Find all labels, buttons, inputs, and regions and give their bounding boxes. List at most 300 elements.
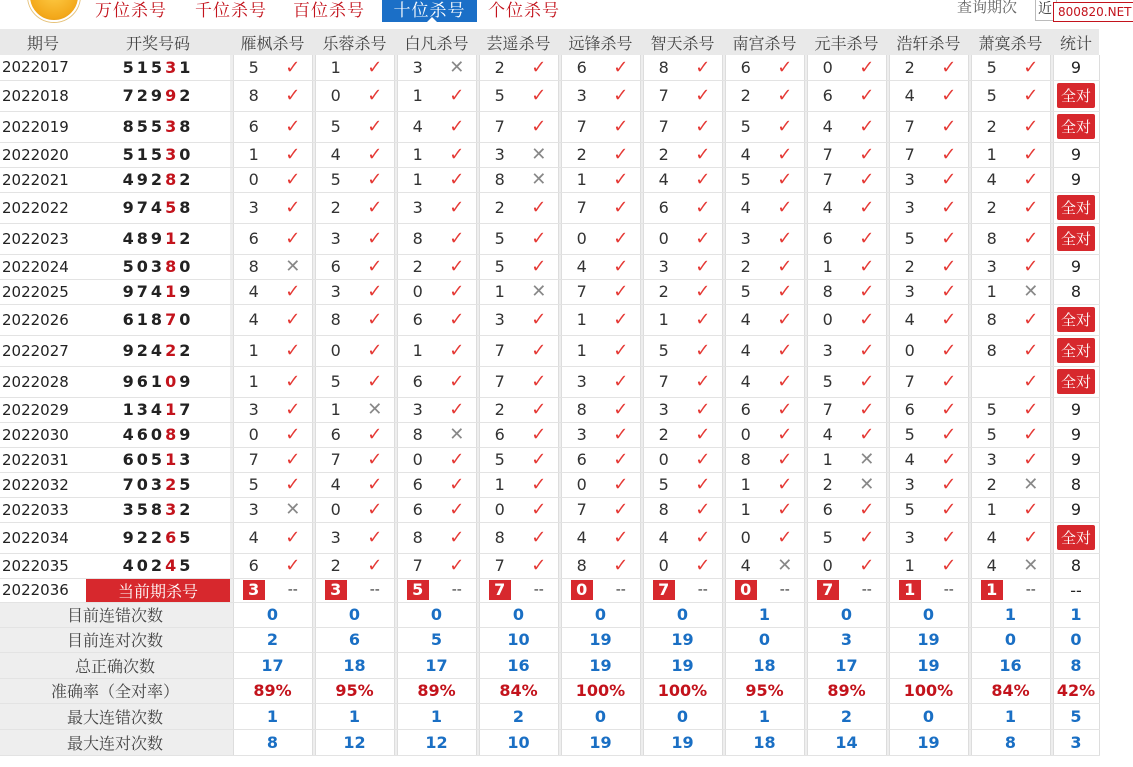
summary-value: 17 — [807, 652, 886, 678]
header-expert-6[interactable]: 智天杀号 — [643, 29, 722, 55]
table-row — [0, 192, 1099, 223]
checkmark-icon: ✓ — [356, 142, 394, 167]
summary-value: 0 — [315, 602, 394, 627]
checkmark-icon: ✓ — [848, 422, 886, 447]
kill-number: 0 — [725, 422, 766, 447]
checkmark-icon: ✓ — [766, 111, 804, 142]
checkmark-icon: ✓ — [1012, 192, 1050, 223]
kill-number: 3 — [889, 472, 930, 497]
stat-cell — [1053, 335, 1099, 366]
kill-number: 5 — [233, 472, 274, 497]
kill-number: 5 — [725, 167, 766, 192]
summary-row — [0, 627, 1099, 652]
summary-value: 12 — [315, 729, 394, 755]
checkmark-icon: ✓ — [274, 366, 312, 397]
kill-number: 2 — [479, 192, 520, 223]
current-kill-number — [643, 578, 684, 602]
summary-stat: 42% — [1053, 678, 1099, 703]
checkmark-icon: ✓ — [1012, 366, 1050, 397]
checkmark-icon: ✓ — [930, 472, 968, 497]
stat-cell — [1053, 522, 1099, 553]
summary-label: 最大连错次数 — [0, 703, 230, 729]
draw-digit: 7 — [165, 310, 180, 329]
kill-number: 0 — [397, 447, 438, 472]
all-correct-badge: 全对 — [1057, 369, 1095, 394]
checkmark-icon: ✓ — [684, 397, 722, 422]
kill-number: 0 — [233, 422, 274, 447]
summary-label: 目前连错次数 — [0, 602, 230, 627]
stat-cell — [1053, 111, 1099, 142]
kill-number: 4 — [233, 279, 274, 304]
summary-value: 19 — [643, 729, 722, 755]
draw-digit: 2 — [136, 528, 151, 547]
kill-number-table — [0, 29, 1100, 756]
current-kill-number — [233, 578, 274, 602]
current-kill-badge: 3 — [243, 580, 265, 600]
draw-digit: 9 — [122, 528, 137, 547]
kill-number: 8 — [561, 397, 602, 422]
kill-number: 2 — [971, 472, 1012, 497]
draw-digit: 5 — [179, 556, 194, 575]
period-cell: 2022025 — [0, 279, 86, 304]
draw-digit: 6 — [122, 310, 137, 329]
kill-number: 6 — [725, 55, 766, 80]
checkmark-icon: ✓ — [356, 472, 394, 497]
tab-5[interactable]: 个位杀号 — [488, 1, 560, 21]
draw-digit: 5 — [150, 450, 166, 469]
kill-number: 1 — [643, 304, 684, 335]
draw-number-cell — [86, 304, 230, 335]
draw-digit: 1 — [165, 282, 180, 301]
query-period-select[interactable]: 近 — [1035, 0, 1057, 21]
checkmark-icon: ✓ — [1012, 55, 1050, 80]
kill-number: 8 — [315, 304, 356, 335]
table-row — [0, 142, 1099, 167]
draw-number-cell — [86, 422, 230, 447]
all-correct-badge: 全对 — [1057, 338, 1095, 363]
checkmark-icon: ✓ — [766, 366, 804, 397]
checkmark-icon: ✓ — [684, 279, 722, 304]
kill-number: 8 — [397, 422, 438, 447]
draw-digit: 9 — [179, 372, 194, 391]
stat-cell — [1053, 366, 1099, 397]
header-expert-8[interactable]: 元丰杀号 — [807, 29, 886, 55]
summary-value: 19 — [889, 627, 968, 652]
summary-value: 100% — [643, 678, 722, 703]
kill-number: 8 — [643, 497, 684, 522]
kill-number: 8 — [971, 304, 1012, 335]
kill-number: 0 — [889, 335, 930, 366]
checkmark-icon: ✓ — [684, 192, 722, 223]
summary-stat: 5 — [1053, 703, 1099, 729]
kill-number: 4 — [725, 304, 766, 335]
checkmark-icon: ✓ — [438, 366, 476, 397]
checkmark-icon: ✓ — [520, 80, 558, 111]
kill-number: 6 — [233, 553, 274, 578]
draw-digit: 6 — [136, 372, 151, 391]
period-cell: 2022026 — [0, 304, 86, 335]
summary-label: 准确率（全对率） — [0, 678, 230, 703]
checkmark-icon: ✓ — [274, 522, 312, 553]
table-row — [0, 254, 1099, 279]
checkmark-icon: ✓ — [1012, 167, 1050, 192]
kill-number: 4 — [561, 522, 602, 553]
checkmark-icon: ✓ — [438, 167, 476, 192]
kill-number: 7 — [561, 192, 602, 223]
table-row — [0, 279, 1099, 304]
stat-cell: 8 — [1053, 279, 1099, 304]
draw-number-cell — [86, 111, 230, 142]
kill-number: 6 — [397, 366, 438, 397]
checkmark-icon: ✓ — [766, 167, 804, 192]
checkmark-icon: ✓ — [356, 192, 394, 223]
summary-stat: 8 — [1053, 652, 1099, 678]
kill-number: 7 — [233, 447, 274, 472]
draw-digit: 0 — [136, 257, 151, 276]
table-row — [0, 553, 1099, 578]
draw-digit: 3 — [165, 57, 180, 77]
draw-digit: 2 — [150, 528, 166, 547]
checkmark-icon: ✓ — [848, 335, 886, 366]
stat-cell: 8 — [1053, 472, 1099, 497]
draw-digit: 9 — [179, 282, 194, 301]
draw-digit: 1 — [122, 400, 137, 419]
kill-number: 4 — [643, 522, 684, 553]
summary-value: 19 — [889, 729, 968, 755]
summary-row — [0, 678, 1099, 703]
checkmark-icon: ✓ — [766, 80, 804, 111]
draw-digit: 2 — [150, 170, 166, 189]
kill-number: 6 — [889, 397, 930, 422]
checkmark-icon: ✓ — [1012, 397, 1050, 422]
checkmark-icon: ✓ — [848, 254, 886, 279]
summary-value: 1 — [725, 602, 804, 627]
kill-number: 3 — [889, 167, 930, 192]
checkmark-icon: ✓ — [274, 55, 312, 80]
checkmark-icon: ✓ — [438, 142, 476, 167]
current-pending-mark: -- — [520, 578, 558, 602]
kill-number: 3 — [479, 304, 520, 335]
kill-number: 6 — [479, 422, 520, 447]
all-correct-badge: 全对 — [1057, 307, 1095, 332]
draw-number-cell — [86, 553, 230, 578]
summary-value: 18 — [725, 729, 804, 755]
period-cell: 2022021 — [0, 167, 86, 192]
query-label: 查询期次 — [957, 0, 1018, 16]
kill-number: 4 — [807, 192, 848, 223]
checkmark-icon: ✓ — [520, 522, 558, 553]
kill-number: 5 — [889, 223, 930, 254]
kill-number: 4 — [725, 366, 766, 397]
checkmark-icon: ✓ — [848, 497, 886, 522]
draw-digit: 4 — [150, 400, 166, 419]
period-cell: 2022027 — [0, 335, 86, 366]
period-cell: 2022019 — [0, 111, 86, 142]
checkmark-icon: ✓ — [438, 304, 476, 335]
tab-3[interactable]: 百位杀号 — [293, 1, 365, 21]
checkmark-icon: ✓ — [766, 142, 804, 167]
summary-value: 0 — [397, 602, 476, 627]
checkmark-icon: ✓ — [602, 279, 640, 304]
all-correct-badge: 全对 — [1057, 226, 1095, 251]
summary-value: 89% — [807, 678, 886, 703]
current-pending-mark: -- — [438, 578, 476, 602]
checkmark-icon: ✓ — [684, 223, 722, 254]
kill-number: 1 — [479, 472, 520, 497]
checkmark-icon: ✓ — [438, 397, 476, 422]
period-cell: 2022028 — [0, 366, 86, 397]
kill-number: 2 — [315, 192, 356, 223]
checkmark-icon: ✓ — [438, 80, 476, 111]
kill-number: 7 — [889, 111, 930, 142]
draw-digit: 9 — [122, 341, 137, 360]
header-expert-7[interactable]: 南宫杀号 — [725, 29, 804, 55]
checkmark-icon: ✓ — [602, 553, 640, 578]
draw-number-cell — [86, 472, 230, 497]
checkmark-icon: ✓ — [602, 335, 640, 366]
kill-number: 3 — [889, 522, 930, 553]
summary-row — [0, 602, 1099, 627]
draw-digit: 1 — [165, 229, 180, 248]
kill-number: 0 — [643, 223, 684, 254]
kill-number: 7 — [643, 366, 684, 397]
checkmark-icon: ✓ — [602, 111, 640, 142]
table-row — [0, 335, 1099, 366]
checkmark-icon: ✓ — [766, 254, 804, 279]
kill-number: 0 — [561, 472, 602, 497]
checkmark-icon: ✓ — [274, 397, 312, 422]
checkmark-icon: ✓ — [520, 397, 558, 422]
current-kill-badge: 7 — [489, 580, 511, 600]
checkmark-icon: ✓ — [684, 522, 722, 553]
draw-number-cell — [86, 254, 230, 279]
kill-number: 7 — [643, 80, 684, 111]
period-cell: 2022023 — [0, 223, 86, 254]
draw-digit: 2 — [136, 86, 151, 105]
kill-number: 8 — [479, 522, 520, 553]
checkmark-icon: ✓ — [930, 279, 968, 304]
kill-number — [971, 366, 1012, 397]
draw-digit: 2 — [179, 170, 194, 189]
current-kill-badge: 0 — [735, 580, 757, 600]
summary-value: 0 — [807, 602, 886, 627]
header-expert-4[interactable]: 芸遥杀号 — [479, 29, 558, 55]
summary-label: 最大连对次数 — [0, 729, 230, 755]
draw-digit: 3 — [150, 475, 166, 494]
checkmark-icon: ✓ — [602, 142, 640, 167]
kill-number: 2 — [889, 55, 930, 80]
draw-digit: 1 — [136, 145, 151, 164]
kill-number: 5 — [479, 223, 520, 254]
summary-value: 0 — [725, 627, 804, 652]
header-expert-3[interactable]: 白凡杀号 — [397, 29, 476, 55]
cross-icon: ✕ — [356, 397, 394, 422]
draw-digit: 7 — [122, 86, 137, 105]
draw-digit: 0 — [136, 450, 151, 469]
kill-number: 2 — [643, 279, 684, 304]
kill-number: 4 — [315, 472, 356, 497]
draw-digit: 2 — [165, 475, 180, 494]
draw-number-cell — [86, 192, 230, 223]
draw-digit: 9 — [150, 229, 166, 248]
kill-number: 5 — [725, 111, 766, 142]
draw-digit: 9 — [122, 198, 137, 217]
kill-number: 0 — [397, 279, 438, 304]
summary-value: 0 — [479, 602, 558, 627]
kill-number: 4 — [233, 522, 274, 553]
cross-icon: ✕ — [766, 553, 804, 578]
checkmark-icon: ✓ — [684, 111, 722, 142]
checkmark-icon: ✓ — [684, 447, 722, 472]
period-cell: 2022035 — [0, 553, 86, 578]
kill-number: 0 — [807, 553, 848, 578]
tab-1[interactable]: 万位杀号 — [95, 1, 167, 21]
checkmark-icon: ✓ — [520, 223, 558, 254]
draw-digit: 5 — [150, 145, 166, 164]
header-draw: 开奖号码 — [86, 29, 230, 55]
cross-icon: ✕ — [520, 142, 558, 167]
kill-number: 0 — [643, 447, 684, 472]
checkmark-icon: ✓ — [766, 397, 804, 422]
summary-value: 0 — [889, 703, 968, 729]
kill-number: 4 — [889, 304, 930, 335]
kill-number: 0 — [315, 335, 356, 366]
checkmark-icon: ✓ — [1012, 497, 1050, 522]
current-pending-mark: -- — [274, 578, 312, 602]
checkmark-icon: ✓ — [930, 335, 968, 366]
kill-number: 0 — [561, 223, 602, 254]
kill-number: 1 — [397, 80, 438, 111]
summary-value: 16 — [479, 652, 558, 678]
draw-number-cell — [86, 366, 230, 397]
kill-number: 6 — [807, 223, 848, 254]
current-kill-number — [725, 578, 766, 602]
current-kill-badge: 7 — [653, 580, 675, 600]
summary-value: 0 — [233, 602, 312, 627]
checkmark-icon: ✓ — [766, 304, 804, 335]
draw-digit: 3 — [179, 450, 194, 469]
summary-value: 8 — [233, 729, 312, 755]
period-cell: 2022018 — [0, 80, 86, 111]
checkmark-icon: ✓ — [766, 55, 804, 80]
kill-number: 3 — [233, 192, 274, 223]
all-correct-badge: 全对 — [1057, 114, 1095, 139]
summary-value: 16 — [971, 652, 1050, 678]
kill-number: 8 — [807, 279, 848, 304]
summary-value: 19 — [561, 729, 640, 755]
checkmark-icon: ✓ — [684, 366, 722, 397]
checkmark-icon: ✓ — [356, 366, 394, 397]
kill-number: 1 — [315, 397, 356, 422]
checkmark-icon: ✓ — [930, 254, 968, 279]
checkmark-icon: ✓ — [848, 366, 886, 397]
cross-icon: ✕ — [1012, 553, 1050, 578]
current-kill-number — [561, 578, 602, 602]
kill-number: 7 — [807, 397, 848, 422]
draw-digit: 7 — [136, 282, 151, 301]
period-cell: 2022022 — [0, 192, 86, 223]
checkmark-icon: ✓ — [356, 304, 394, 335]
cross-icon: ✕ — [848, 472, 886, 497]
summary-value: 1 — [233, 703, 312, 729]
draw-digit: 2 — [150, 556, 166, 575]
checkmark-icon: ✓ — [602, 192, 640, 223]
kill-number: 1 — [479, 279, 520, 304]
period-cell: 2022030 — [0, 422, 86, 447]
draw-digit: 9 — [179, 425, 194, 444]
kill-number: 0 — [315, 497, 356, 522]
draw-digit: 1 — [150, 372, 166, 391]
draw-digit: 0 — [179, 257, 194, 276]
draw-number-cell — [86, 167, 230, 192]
kill-number: 7 — [889, 366, 930, 397]
header-expert-2[interactable]: 乐蓉杀号 — [315, 29, 394, 55]
kill-number: 7 — [561, 111, 602, 142]
cross-icon: ✕ — [520, 167, 558, 192]
tab-2[interactable]: 千位杀号 — [195, 1, 267, 21]
current-pending-mark: -- — [356, 578, 394, 602]
draw-digit: 6 — [122, 450, 137, 469]
draw-digit: 0 — [179, 145, 194, 164]
draw-digit: 1 — [179, 57, 194, 77]
summary-value: 89% — [397, 678, 476, 703]
tab-4[interactable]: 十位杀号 — [382, 0, 477, 22]
kill-number: 5 — [315, 111, 356, 142]
checkmark-icon: ✓ — [602, 55, 640, 80]
checkmark-icon: ✓ — [848, 223, 886, 254]
draw-digit: 8 — [179, 117, 194, 136]
kill-number: 1 — [889, 553, 930, 578]
kill-number: 3 — [643, 254, 684, 279]
stat-cell: 9 — [1053, 142, 1099, 167]
kill-number: 6 — [233, 111, 274, 142]
kill-number: 1 — [725, 497, 766, 522]
draw-digit: 2 — [179, 229, 194, 248]
header-expert-5[interactable]: 远锋杀号 — [561, 29, 640, 55]
kill-number: 1 — [561, 304, 602, 335]
draw-digit: 9 — [150, 86, 166, 105]
draw-number-cell — [86, 522, 230, 553]
checkmark-icon: ✓ — [684, 472, 722, 497]
kill-number: 3 — [643, 397, 684, 422]
kill-number: 2 — [889, 254, 930, 279]
active-tab-caret-icon — [427, 17, 437, 22]
kill-number: 5 — [971, 55, 1012, 80]
checkmark-icon: ✓ — [274, 279, 312, 304]
kill-number: 0 — [479, 497, 520, 522]
checkmark-icon: ✓ — [1012, 223, 1050, 254]
checkmark-icon: ✓ — [930, 422, 968, 447]
checkmark-icon: ✓ — [766, 447, 804, 472]
header-expert-1[interactable]: 雁枫杀号 — [233, 29, 312, 55]
kill-number: 3 — [889, 279, 930, 304]
kill-number: 2 — [643, 422, 684, 447]
current-pending-mark: -- — [766, 578, 804, 602]
checkmark-icon: ✓ — [602, 397, 640, 422]
kill-number: 4 — [807, 111, 848, 142]
checkmark-icon: ✓ — [930, 223, 968, 254]
checkmark-icon: ✓ — [356, 497, 394, 522]
header-expert-9[interactable]: 浩轩杀号 — [889, 29, 968, 55]
summary-value: 0 — [889, 602, 968, 627]
header-expert-10[interactable]: 萧寞杀号 — [971, 29, 1050, 55]
checkmark-icon: ✓ — [274, 80, 312, 111]
checkmark-icon: ✓ — [848, 167, 886, 192]
cross-icon: ✕ — [1012, 472, 1050, 497]
current-kill-number — [479, 578, 520, 602]
summary-value: 0 — [971, 627, 1050, 652]
kill-number: 4 — [725, 553, 766, 578]
